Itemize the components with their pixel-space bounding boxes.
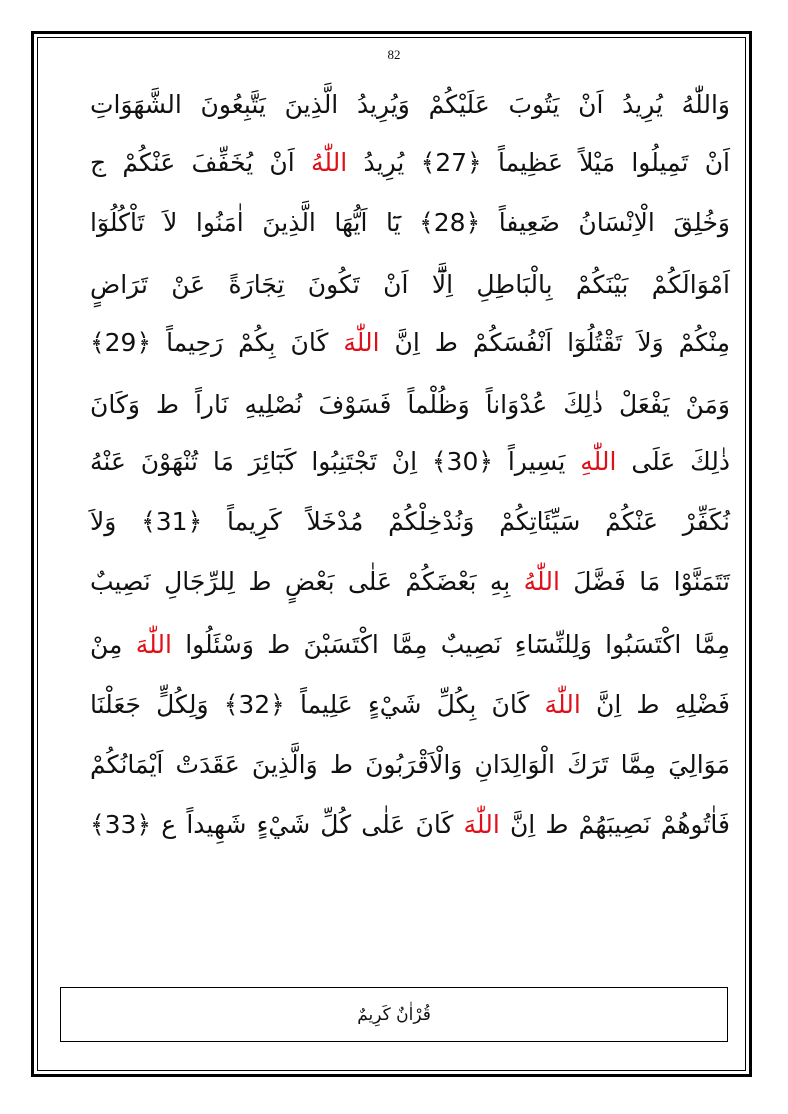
divine-name: اللّٰهَ: [343, 328, 380, 357]
divine-name: اللّٰهَ: [463, 810, 500, 839]
text-line: [90, 680, 730, 730]
verse-text: مِمَّا اكْتَسَبُوا وَلِلنِّسَٓاءِ نَصِيبٌ مِمَّا اكْتَسَبْنَ ط وَسْئَلُوا: [171, 630, 730, 659]
verse-text: مَوَالِيَ مِمَّا تَرَكَ الْوَالِدَانِ وَالْاَقْرَبُونَ ط وَالَّذِينَ عَقَدَتْ اَيْمَانُكُمْ: [90, 750, 730, 779]
verse-text: كَانَ عَلٰى كُلِّ شَيْءٍ شَهِيداً ع ﴿33﴾: [90, 810, 464, 839]
text-line: [90, 497, 730, 547]
text-line: [90, 380, 730, 430]
verse-text: وَخُلِقَ الْاِنْسَانُ ضَعِيفاً ﴿28﴾ يَٓا اَيُّهَا الَّذِينَ اٰمَنُوا لاَ تَاْكُلُوٓا: [90, 208, 730, 237]
divine-name: اللّٰهُ: [523, 567, 560, 596]
text-line: [90, 800, 730, 850]
text-line: [90, 437, 730, 487]
verse-text: اَنْ يُخَفِّفَ عَنْكُمْ ج: [90, 148, 311, 177]
verse-text: يَسِيراً ﴿30﴾ اِنْ تَجْتَنِبُوا كَبَٓائِرَ مَا تُنْهَوْنَ عَنْهُ: [90, 447, 581, 476]
verse-text: بِهِ بَعْضَكُمْ عَلٰى بَعْضٍ ط لِلرِّجَالِ نَصِيبٌ: [90, 567, 524, 596]
inner-border: [37, 37, 746, 1071]
verse-text: فَاٰتُوهُمْ نَصِيبَهُمْ ط اِنَّ: [499, 810, 730, 839]
text-line: [90, 557, 730, 607]
verse-text: تَتَمَنَّوْا مَا فَضَّلَ: [559, 567, 730, 596]
verse-text: يُرِيدُ اَنْ يَتُوبَ عَلَيْكُمْ وَيُرِيدُ الَّذِينَ يَتَّبِعُونَ الشَّهَوَاتِ: [90, 90, 682, 119]
text-line: [90, 80, 730, 130]
verse-text: كَانَ بِكُلِّ شَيْءٍ عَلِيماً ﴿32﴾ وَلِكُلٍّ جَعَلْنَا: [90, 690, 545, 719]
verse-text: نُكَفِّرْ عَنْكُمْ سَيِّئَاتِكُمْ وَنُدْخِلْكُمْ مُدْخَلاً كَرِيماً ﴿31﴾ وَلاَ: [90, 507, 730, 536]
verse-text: وَمَنْ يَفْعَلْ ذٰلِكَ عُدْوَاناً وَظُلْماً فَسَوْفَ نُصْلِيهِ نَاراً ط وَكَانَ: [90, 390, 730, 419]
divine-name: اللّٰهِ: [580, 447, 617, 476]
verse-text: مِنْكُمْ وَلاَ تَقْتُلُوٓا اَنْفُسَكُمْ ط اِنَّ: [379, 328, 731, 357]
text-line: [90, 260, 730, 310]
verse-text: ذٰلِكَ عَلَى: [616, 447, 731, 476]
text-line: [90, 138, 730, 188]
text-line: [90, 318, 730, 368]
text-line: [90, 740, 730, 790]
verse-text: اَمْوَالَكُمْ بَيْنَكُمْ بِالْبَاطِلِ اِلَّٓا اَنْ تَكُونَ تِجَارَةً عَنْ تَرَاضٍ: [90, 270, 730, 299]
text-line: [90, 198, 730, 248]
footer-title: قُرْاٰنٌ كَرِيمٌ: [357, 1004, 431, 1025]
text-line: [90, 620, 730, 670]
verse-text: فَضْلِهِ ط اِنَّ: [580, 690, 731, 719]
divine-name: اللّٰهَ: [135, 630, 172, 659]
verse-text: كَانَ بِكُمْ رَحِيماً ﴿29﴾: [90, 328, 344, 357]
verse-text: وَاللّٰهُ: [681, 90, 730, 119]
verse-text: اَنْ تَمِيلُوا مَيْلاً عَظِيماً ﴿27﴾ يُرِيدُ: [347, 148, 730, 177]
divine-name: اللّٰهُ: [310, 148, 348, 177]
page-number: 82: [387, 47, 401, 62]
footer-box: [60, 987, 728, 1042]
divine-name: اللّٰهَ: [544, 690, 581, 719]
verse-text: مِنْ: [90, 630, 136, 659]
